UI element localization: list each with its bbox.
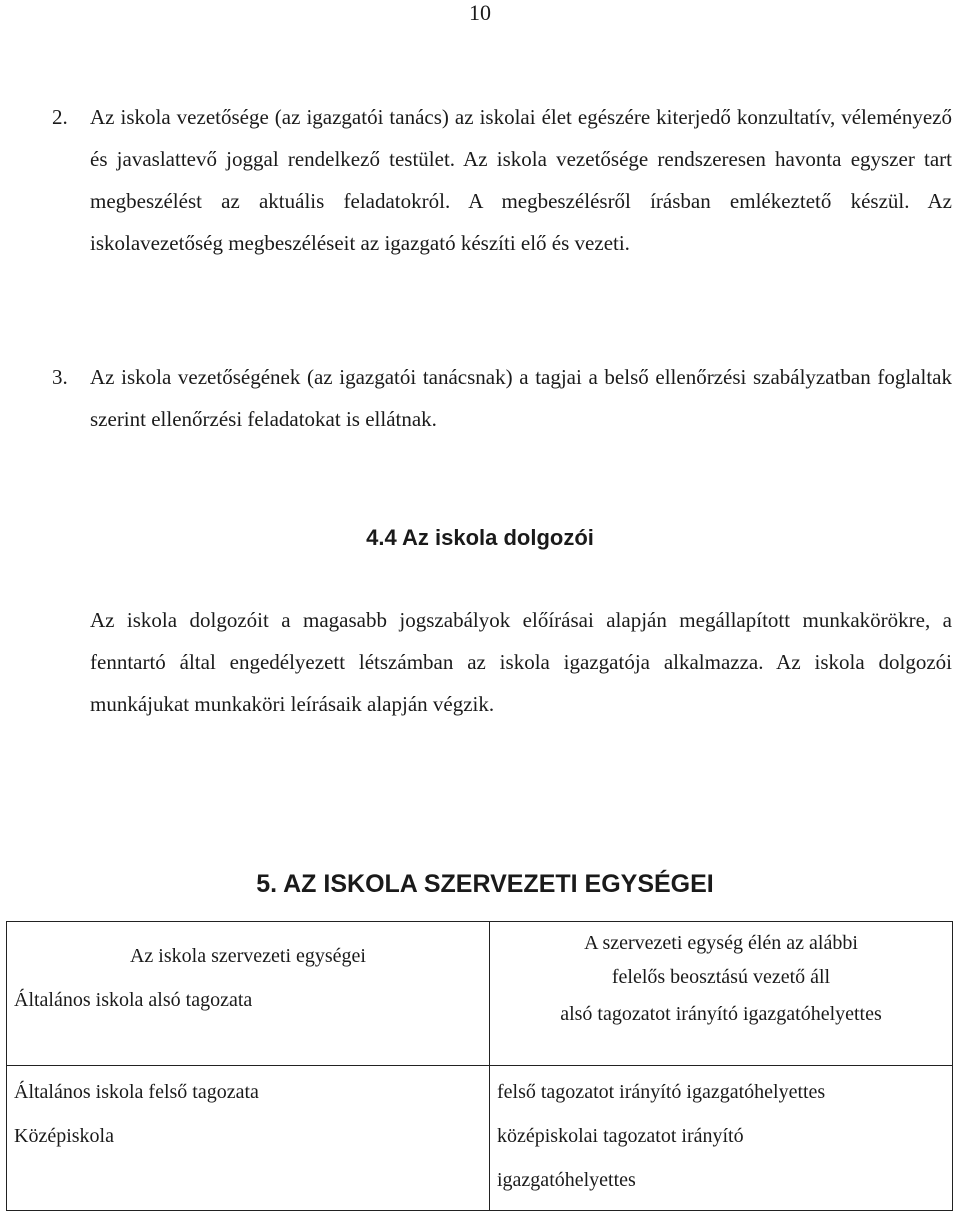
unit-name: Középiskola: [14, 1125, 114, 1147]
table-row: [7, 922, 953, 1066]
column-header-leader-line1: A szervezeti egység élén az alábbi: [584, 932, 858, 954]
unit-name: Általános iskola alsó tagozata: [14, 989, 253, 1011]
table-cell: [490, 1066, 953, 1211]
unit-name: Általános iskola felső tagozata: [14, 1081, 259, 1103]
leader-title: alsó tagozatot irányító igazgatóhelyettes: [560, 1003, 882, 1025]
table-cell: [490, 922, 953, 1066]
table-cell: [7, 1066, 490, 1211]
paragraph-text: Az iskola dolgozóit a magasabb jogszabályok előírásai alapján megállapított munkakörökre, a fenntartó által engedélyezett létszámban az iskola igazgatója alkalmazza. Az iskola dolgozói munkájukat munkaköri leírásaik alapján végzik.: [90, 608, 952, 716]
table-row: [7, 1066, 953, 1211]
leader-title: felső tagozatot irányító igazgatóhelyettes: [497, 1081, 826, 1103]
section-4-4-paragraph: [90, 599, 952, 725]
paragraph-number: 2.: [52, 105, 68, 129]
column-header-units: Az iskola szervezeti egységei: [129, 945, 366, 967]
paragraph-text: Az iskola vezetősége (az igazgatói tanács) az iskolai élet egészére kiterjedő konzultatív, véleményező és javaslattevő joggal rendelkező testület. Az iskola vezetősége rendszeresen havonta egyszer tart megbeszélést az aktuális feladatokról. A megbeszélésről írásban emlékeztető készül. Az iskolavezetőség megbeszéléseit az igazgató készíti elő és vezeti.: [90, 105, 952, 255]
page-number: 10: [469, 0, 491, 25]
paragraph-number: 3.: [52, 365, 68, 389]
organizational-units-table: [6, 921, 953, 1211]
table-cell: [7, 922, 490, 1066]
section-5-title: 5. AZ ISKOLA SZERVEZETI EGYSÉGEI: [256, 870, 714, 898]
paragraph-3: [52, 356, 952, 440]
paragraph-2: [52, 96, 952, 264]
paragraph-text: Az iskola vezetőségének (az igazgatói tanácsnak) a tagjai a belső ellenőrzési szabályzatban foglaltak szerint ellenőrzési feladatokat is ellátnak.: [90, 365, 952, 431]
leader-title-line2: igazgatóhelyettes: [497, 1169, 636, 1191]
leader-title-line1: középiskolai tagozatot irányító: [497, 1125, 744, 1147]
section-4-4-title: 4.4 Az iskola dolgozói: [366, 525, 594, 550]
column-header-leader-line2: felelős beosztású vezető áll: [611, 966, 831, 988]
